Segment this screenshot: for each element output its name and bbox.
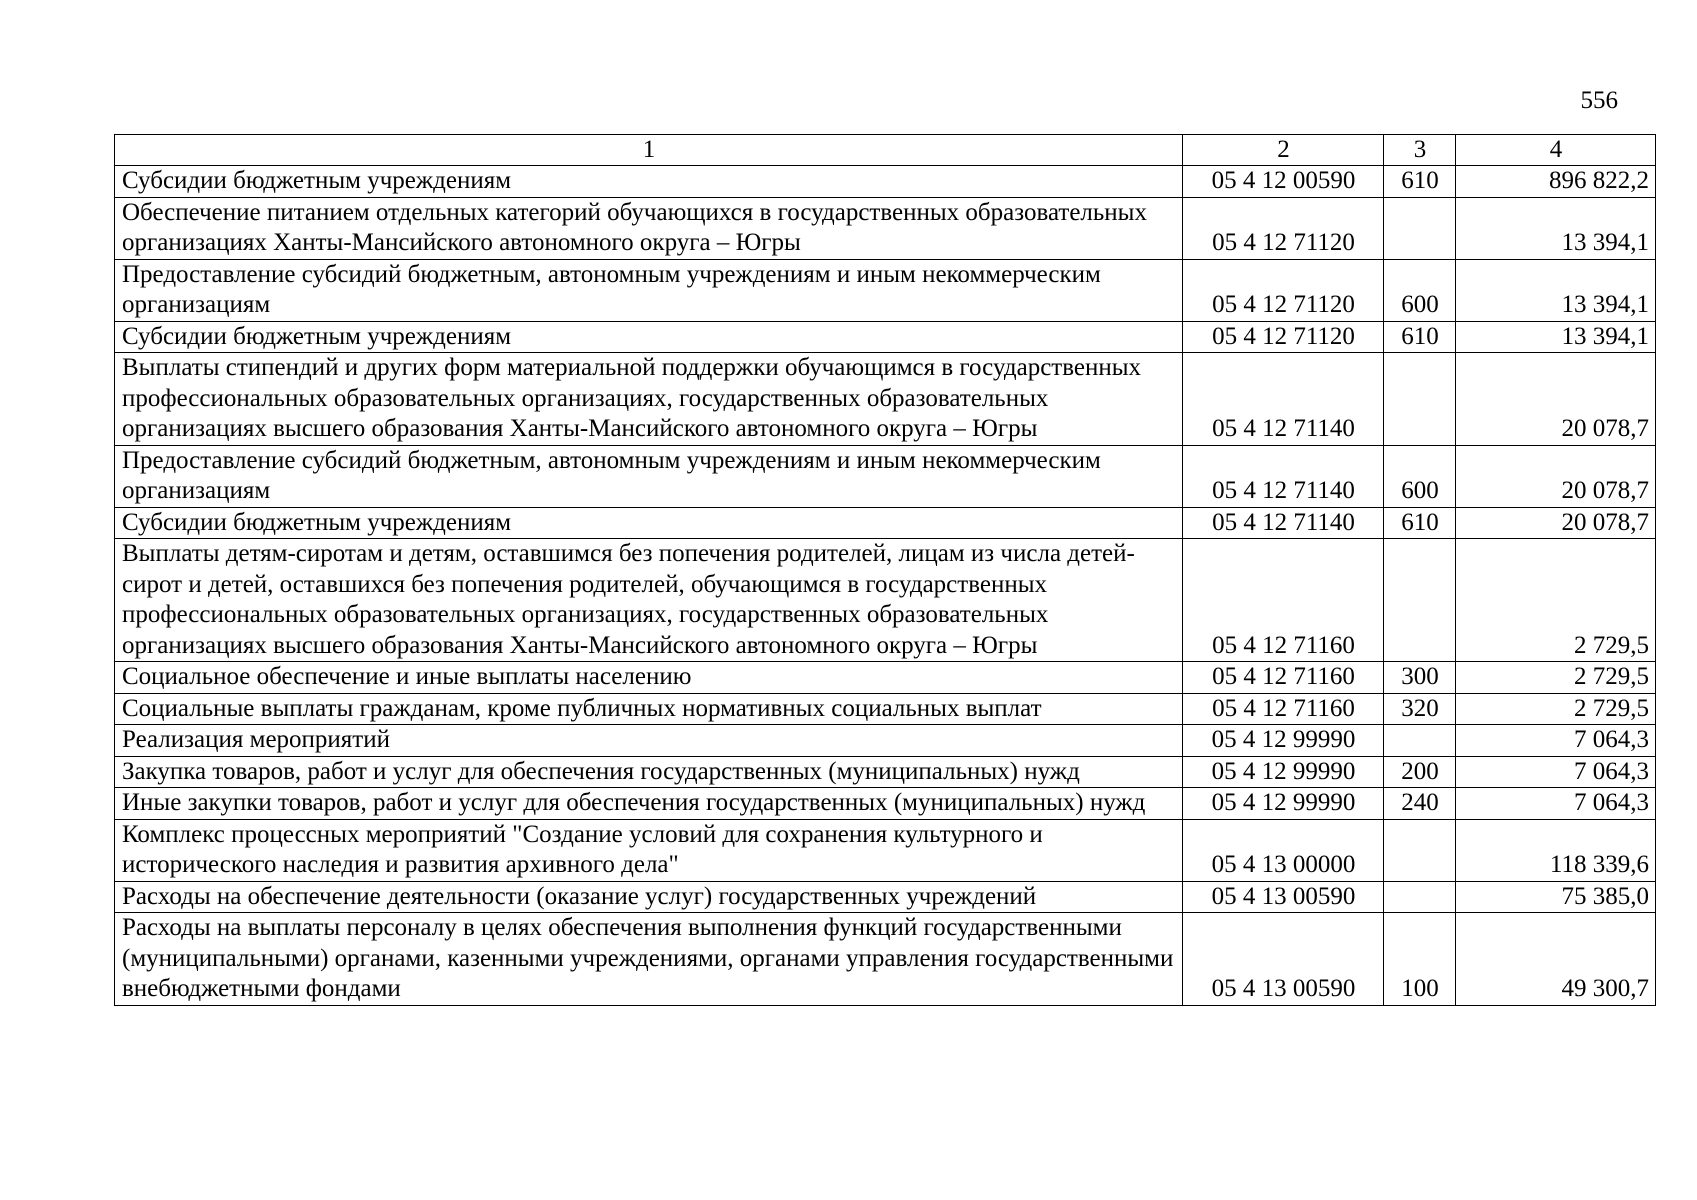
row-type: 600 [1384, 445, 1456, 507]
row-amount: 896 822,2 [1456, 166, 1656, 198]
row-code: 05 4 12 71120 [1183, 259, 1384, 321]
row-name: Субсидии бюджетным учреждениям [115, 507, 1183, 539]
table-row [115, 321, 1656, 353]
row-type: 100 [1384, 913, 1456, 1006]
row-type: 600 [1384, 259, 1456, 321]
row-amount: 118 339,6 [1456, 819, 1656, 881]
row-code: 05 4 12 71140 [1183, 445, 1384, 507]
table-row [115, 259, 1656, 321]
row-type: 200 [1384, 756, 1456, 788]
row-name: Социальное обеспечение и иные выплаты населению [115, 662, 1183, 694]
table-row [115, 507, 1656, 539]
row-amount: 20 078,7 [1456, 445, 1656, 507]
row-name: Предоставление субсидий бюджетным, автономным учреждениям и иным некоммерческим организациям [115, 259, 1183, 321]
row-amount: 2 729,5 [1456, 693, 1656, 725]
row-type [1384, 725, 1456, 757]
row-code: 05 4 12 71160 [1183, 662, 1384, 694]
row-type [1384, 881, 1456, 913]
table-row [115, 353, 1656, 446]
row-name: Комплекс процессных мероприятий "Создание условий для сохранения культурного и исторического наследия и развития архивного дела" [115, 819, 1183, 881]
row-amount: 75 385,0 [1456, 881, 1656, 913]
row-code: 05 4 13 00000 [1183, 819, 1384, 881]
row-amount: 13 394,1 [1456, 259, 1656, 321]
row-code: 05 4 13 00590 [1183, 913, 1384, 1006]
row-name: Социальные выплаты гражданам, кроме публичных нормативных социальных выплат [115, 693, 1183, 725]
table-row [115, 913, 1656, 1006]
row-code: 05 4 12 71120 [1183, 197, 1384, 259]
row-type: 240 [1384, 788, 1456, 820]
row-amount: 20 078,7 [1456, 353, 1656, 446]
table-row [115, 693, 1656, 725]
row-type: 300 [1384, 662, 1456, 694]
table-row [115, 197, 1656, 259]
row-type: 610 [1384, 507, 1456, 539]
table-row [115, 662, 1656, 694]
row-name: Расходы на обеспечение деятельности (оказание услуг) государственных учреждений [115, 881, 1183, 913]
row-type: 610 [1384, 166, 1456, 198]
table-row [115, 819, 1656, 881]
row-code: 05 4 12 99990 [1183, 725, 1384, 757]
table-row [115, 881, 1656, 913]
table-row [115, 756, 1656, 788]
row-amount: 7 064,3 [1456, 756, 1656, 788]
row-name: Обеспечение питанием отдельных категорий обучающихся в государственных образовательных организациях Ханты-Мансийского автономного округа – Югры [115, 197, 1183, 259]
row-name: Иные закупки товаров, работ и услуг для обеспечения государственных (муниципальных) нужд [115, 788, 1183, 820]
row-amount: 20 078,7 [1456, 507, 1656, 539]
row-amount: 49 300,7 [1456, 913, 1656, 1006]
row-code: 05 4 12 71160 [1183, 539, 1384, 662]
table-row [115, 539, 1656, 662]
row-type: 610 [1384, 321, 1456, 353]
row-type [1384, 819, 1456, 881]
row-type: 320 [1384, 693, 1456, 725]
table-row [115, 725, 1656, 757]
table-row [115, 445, 1656, 507]
row-code: 05 4 12 71120 [1183, 321, 1384, 353]
row-name: Расходы на выплаты персоналу в целях обеспечения выполнения функций государственными (муниципальными) органами, казенными учреждениями, органами управления государственными внебюджетными фондами [115, 913, 1183, 1006]
row-code: 05 4 12 00590 [1183, 166, 1384, 198]
row-type [1384, 539, 1456, 662]
row-name: Предоставление субсидий бюджетным, автономным учреждениям и иным некоммерческим организациям [115, 445, 1183, 507]
column-header-amount: 4 [1456, 135, 1656, 166]
row-amount: 7 064,3 [1456, 788, 1656, 820]
table-row [115, 166, 1656, 198]
row-name: Выплаты детям-сиротам и детям, оставшимся без попечения родителей, лицам из числа детей-сирот и детей, оставшихся без попечения родителей, обучающимся в государственных профессиональных образовательных организациях, государственных образовательных организациях высшего образования Ханты-Мансийского автономного округа – Югры [115, 539, 1183, 662]
row-type [1384, 197, 1456, 259]
row-amount: 13 394,1 [1456, 197, 1656, 259]
row-code: 05 4 13 00590 [1183, 881, 1384, 913]
row-type [1384, 353, 1456, 446]
row-name: Реализация мероприятий [115, 725, 1183, 757]
header-row [115, 135, 1656, 166]
column-header-name: 1 [115, 135, 1183, 166]
page-number: 556 [1580, 87, 1618, 114]
row-code: 05 4 12 99990 [1183, 756, 1384, 788]
row-name: Закупка товаров, работ и услуг для обеспечения государственных (муниципальных) нужд [115, 756, 1183, 788]
row-code: 05 4 12 71140 [1183, 353, 1384, 446]
budget-table [114, 134, 1656, 1006]
row-amount: 7 064,3 [1456, 725, 1656, 757]
column-header-code: 2 [1183, 135, 1384, 166]
row-name: Субсидии бюджетным учреждениям [115, 166, 1183, 198]
row-name: Выплаты стипендий и других форм материальной поддержки обучающимся в государственных профессиональных образовательных организациях, государственных образовательных организациях высшего образования Ханты-Мансийского автономного округа – Югры [115, 353, 1183, 446]
column-header-type: 3 [1384, 135, 1456, 166]
row-amount: 13 394,1 [1456, 321, 1656, 353]
row-code: 05 4 12 99990 [1183, 788, 1384, 820]
row-amount: 2 729,5 [1456, 539, 1656, 662]
row-amount: 2 729,5 [1456, 662, 1656, 694]
table-row [115, 788, 1656, 820]
row-name: Субсидии бюджетным учреждениям [115, 321, 1183, 353]
row-code: 05 4 12 71140 [1183, 507, 1384, 539]
row-code: 05 4 12 71160 [1183, 693, 1384, 725]
